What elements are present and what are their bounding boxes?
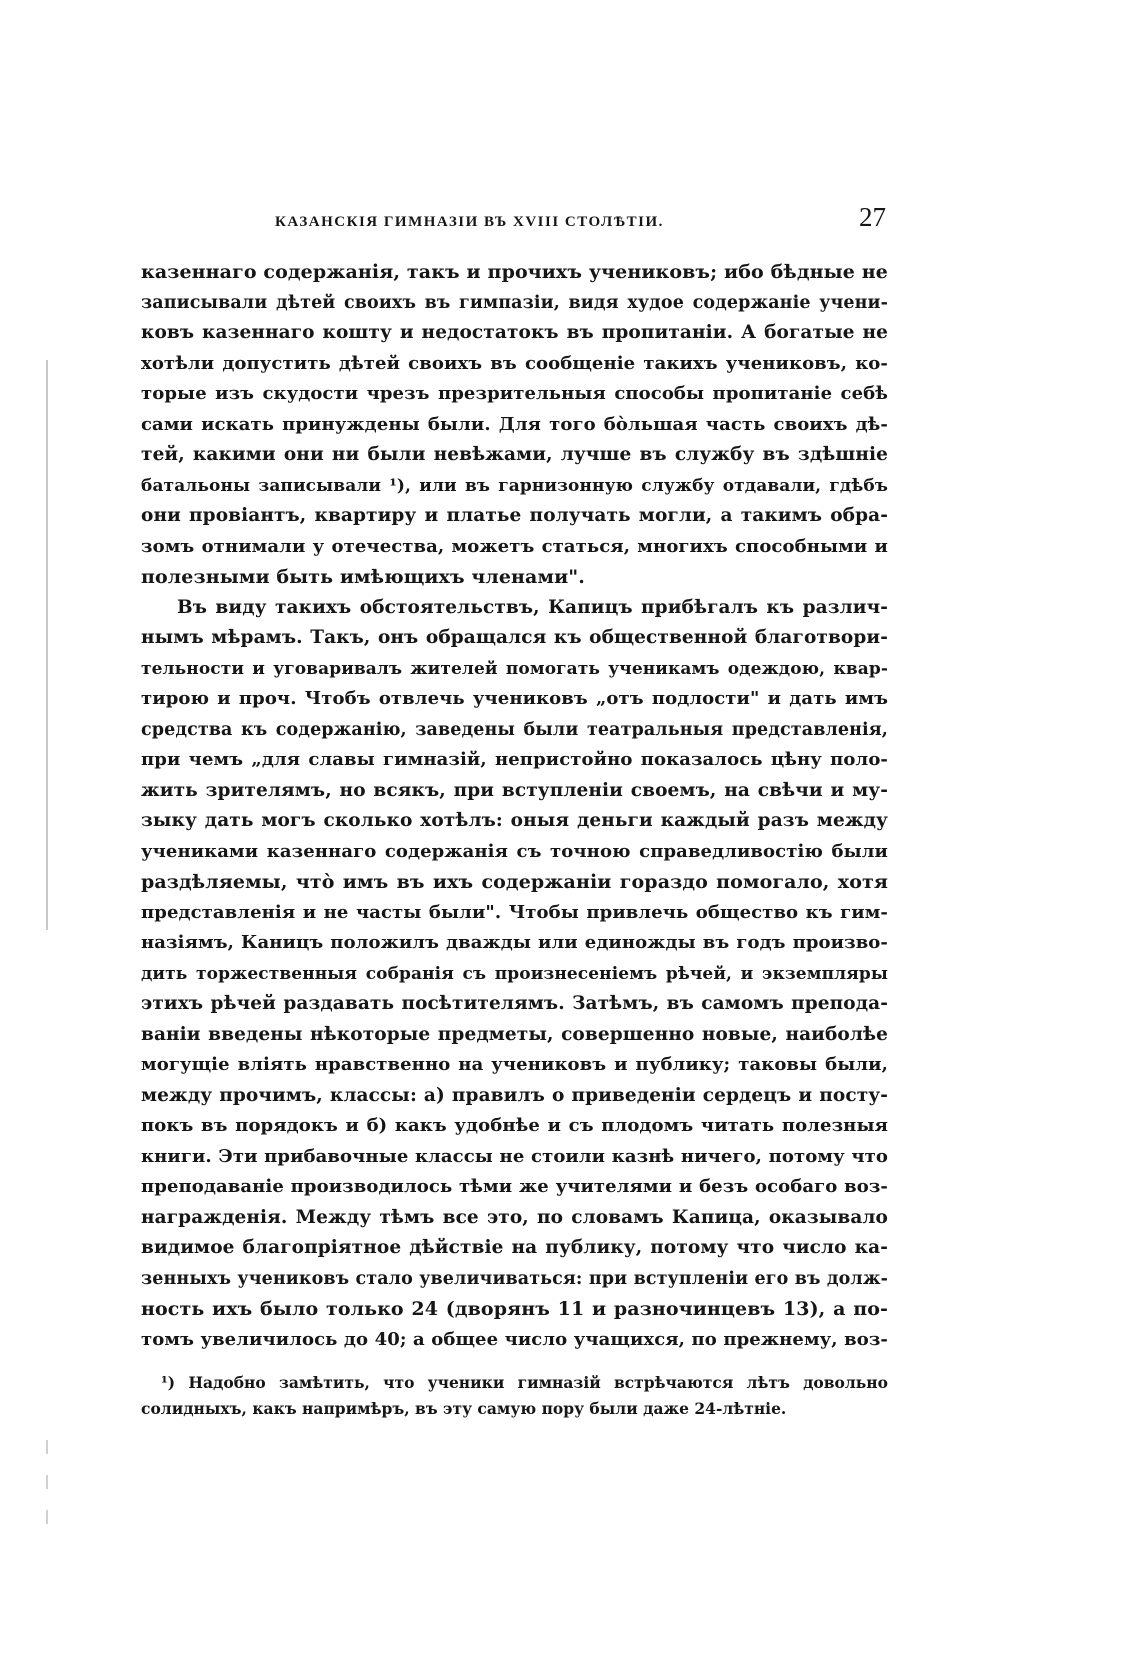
page-number: 27	[859, 202, 886, 232]
text-line: хотѣли допустить дѣтей своихъ въ сообщеніе такихъ учениковъ, ко-	[141, 352, 888, 374]
text-line: книги. Эти прибавочные классы не стоили казнѣ ничего, потому что	[141, 1145, 888, 1167]
text-line: дить торжественныя собранія съ произнесеніемъ рѣчей, и экземпляры	[141, 963, 888, 984]
text-line: томъ увеличилось до 40; а общее число учащихся, по прежнему, воз-	[141, 1328, 888, 1350]
text-line: при чемъ „для славы гимназій, непристойно показалось цѣну поло-	[141, 749, 888, 770]
text-line: ность ихъ было только 24 (дворянъ 11 и разночинцевъ 13), а по-	[141, 1298, 888, 1320]
text-line: тей, какими они ни были невѣжами, лучше въ службу въ здѣшніе	[141, 444, 888, 465]
paragraph-first-line: Въ виду такихъ обстоятельствъ, Капицъ прибѣгалъ къ различ-	[177, 596, 888, 618]
text-line: зомъ отнимали у отечества, можетъ статься, многихъ способными и	[141, 535, 888, 557]
scan-margin-rule	[46, 360, 48, 930]
text-line: сами искать принуждены были. Для того бо̀льшая часть своихъ дѣ-	[141, 413, 888, 435]
text-line: нымъ мѣрамъ. Такъ, онъ обращался къ общественной благотвори-	[141, 627, 888, 648]
footnote-line: солидныхъ, какъ напримѣръ, въ эту самую пору были даже 24-лѣтніе.	[141, 1399, 787, 1418]
text-line: жить зрителямъ, но всякъ, при вступленіи своемъ, на свѣчи и му-	[141, 779, 888, 801]
text-line: зенныхъ учениковъ стало увеличиваться: при вступленіи его въ долж-	[141, 1268, 888, 1289]
text-line: этихъ рѣчей раздавать посѣтителямъ. Затѣмъ, въ самомъ препода-	[141, 993, 888, 1014]
body-text	[141, 257, 888, 1355]
footnote-line: ¹) Надобно замѣтить, что ученики гимназій встрѣчаются лѣтъ довольно	[161, 1373, 888, 1392]
text-line: они провіантъ, квартиру и платье получать могли, а такимъ обра-	[141, 505, 888, 526]
footnotes	[141, 1370, 888, 1422]
text-line: ваніи введены нѣкоторые предметы, совершенно новые, наиболѣе	[141, 1023, 888, 1045]
scan-margin-dash	[46, 1440, 48, 1454]
scan-margin-dash	[46, 1510, 48, 1524]
running-title: КАЗАНСКІЯ ГИМНАЗІИ ВЪ XVIII СТОЛѢТІИ.	[275, 214, 664, 230]
text-line: записывали дѣтей своихъ въ гимпазіи, видя худое содержаніе учени-	[141, 292, 888, 313]
text-line: раздѣляемы, что̀ имъ въ ихъ содержаніи гораздо помогало, хотя	[141, 871, 888, 893]
running-head	[140, 200, 890, 240]
text-line: между прочимъ, классы: а) правилъ о приведеніи сердецъ и посту-	[141, 1084, 888, 1106]
text-line: зыку дать могъ сколько хотѣлъ: оныя деньги каждый разъ между	[141, 810, 888, 831]
text-line: могущіе вліять нравственно на учениковъ и публику; таковы были,	[141, 1054, 888, 1075]
text-line: представленія и не часты были". Чтобы привлечь общество къ гим-	[141, 901, 888, 923]
text-line: награжденія. Между тѣмъ все это, по словамъ Капица, оказывало	[141, 1206, 888, 1228]
text-line: преподаваніе производилось тѣми же учителями и безъ особаго воз-	[141, 1176, 888, 1197]
text-line: тельности и уговаривалъ жителей помогать ученикамъ одеждою, квар-	[141, 658, 888, 679]
text-line: казеннаго содержанія, такъ и прочихъ учениковъ; ибо бѣдные не	[141, 261, 888, 283]
text-line: батальоны записывали ¹), или въ гарнизонную службу отдавали, гдѣбъ	[141, 475, 888, 496]
text-line: тирою и проч. Чтобъ отвлечь учениковъ „отъ подлости" и дать имъ	[141, 688, 888, 709]
text-line: ковъ казеннаго кошту и недостатокъ въ пропитаніи. А богатые не	[141, 322, 888, 343]
text-line: покъ въ порядокъ и б) какъ удобнѣе и съ плодомъ читать полезныя	[141, 1115, 888, 1136]
text-line: учениками казеннаго содержанія съ точною справедливостію были	[141, 840, 888, 862]
text-line: полезными быть имѣющихъ членами".	[141, 566, 585, 588]
text-line: назіямъ, Каницъ положилъ дважды или единожды въ годъ произво-	[141, 932, 888, 953]
text-line: видимое благопріятное дѣйствіе на публику, потому что число ка-	[141, 1237, 888, 1258]
text-line: торые изъ скудости чрезъ презрительныя способы пропитаніе себѣ	[141, 383, 888, 404]
text-line: средства къ содержанію, заведены были театральныя представленія,	[141, 719, 888, 740]
scan-margin-dash	[46, 1475, 48, 1489]
